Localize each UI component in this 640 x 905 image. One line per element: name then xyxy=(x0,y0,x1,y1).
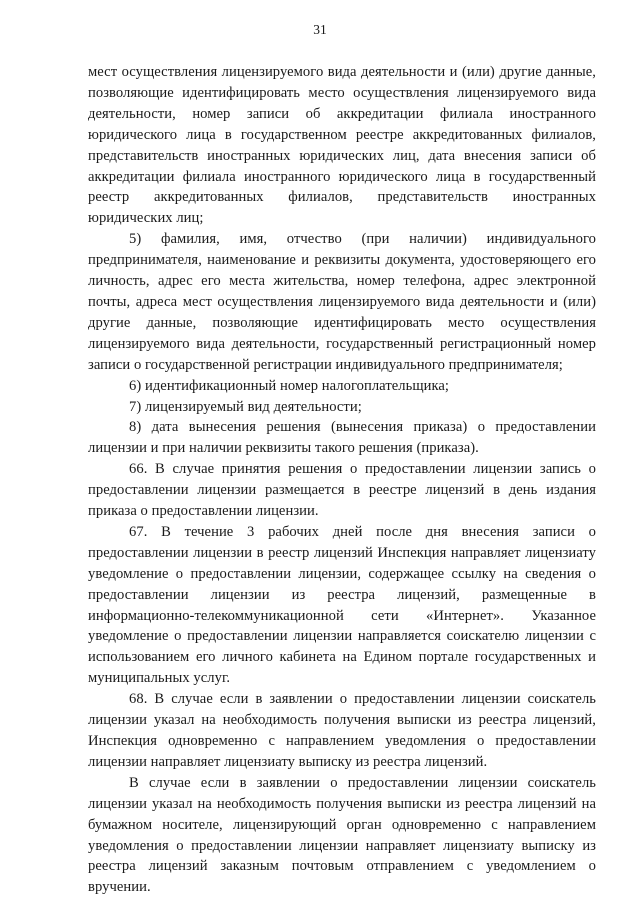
paragraph-item-5: 5) фамилия, имя, отчество (при наличии) индивидуального предпринимателя, наименование и реквизиты документа, удостоверяющего его личность, адрес его места жительства, номер телефона, адрес электронной почты, адреса мест осуществления лицензируемого вида деятельности и (или) другие данные, позволяющие идентифицировать место осуществления лицензируемого вида деятельности, государственный регистрационный номер записи о государственной регистрации индивидуального предпринимателя; xyxy=(88,231,596,373)
page-number: 31 xyxy=(313,22,327,37)
paragraph-clause-68: 68. В случае если в заявлении о предоставлении лицензии соискатель лицензии указал на необходимость получения выписки из реестра лицензий, Инспекция одновременно с направлением уведомления о предоставлении лицензии направляет лицензиату выписку из реестра лицензий. xyxy=(88,691,596,770)
paragraph-clause-68-paper: В случае если в заявлении о предоставлении лицензии соискатель лицензии указал на необходимость получения выписки из реестра лицензий на бумажном носителе, лицензирующий орган одновременно с направлением уведомления о предоставлении лицензии направляет лицензиату выписку из реестра лицензий заказным почтовым отправлением с уведомлением о вручении. xyxy=(88,774,596,896)
paragraph-item-8: 8) дата вынесения решения (вынесения приказа) о предоставлении лицензии и при наличии реквизиты такого решения (приказа). xyxy=(88,419,596,457)
paragraph-item-7: 7) лицензируемый вид деятельности; xyxy=(129,398,362,415)
paragraph-item-6: 6) идентификационный номер налогоплательщика; xyxy=(129,377,450,394)
document-body xyxy=(88,62,596,898)
paragraph-continuation: мест осуществления лицензируемого вида деятельности и (или) другие данные, позволяющие идентифицировать место осуществления лицензируемого вида деятельности, номер записи об аккредитации филиала иностранного юридического лица в государственном реестре аккредитованных филиалов, представительств иностранных юридических лиц, дата внесения записи об аккредитации филиала иностранного юридического лица в государственный реестр аккредитованных филиалов, представительств иностранных юридических лиц; xyxy=(88,64,596,227)
paragraph-clause-66: 66. В случае принятия решения о предоставлении лицензии запись о предоставлении лицензии размещается в реестре лицензий в день издания приказа о предоставлении лицензии. xyxy=(88,461,596,520)
paragraph-clause-67: 67. В течение 3 рабочих дней после дня внесения записи о предоставлении лицензии в реестр лицензий Инспекция направляет лицензиату уведомление о предоставлении лицензии, содержащее ссылку на сведения о предоставлении лицензии из реестра лицензий, размещенные в информационно-телекоммуникационной сети «Интернет». Указанное уведомление о предоставлении лицензии направляется соискателю лицензии с использованием его личного кабинета на Едином портале государственных и муниципальных услуг. xyxy=(88,523,596,687)
